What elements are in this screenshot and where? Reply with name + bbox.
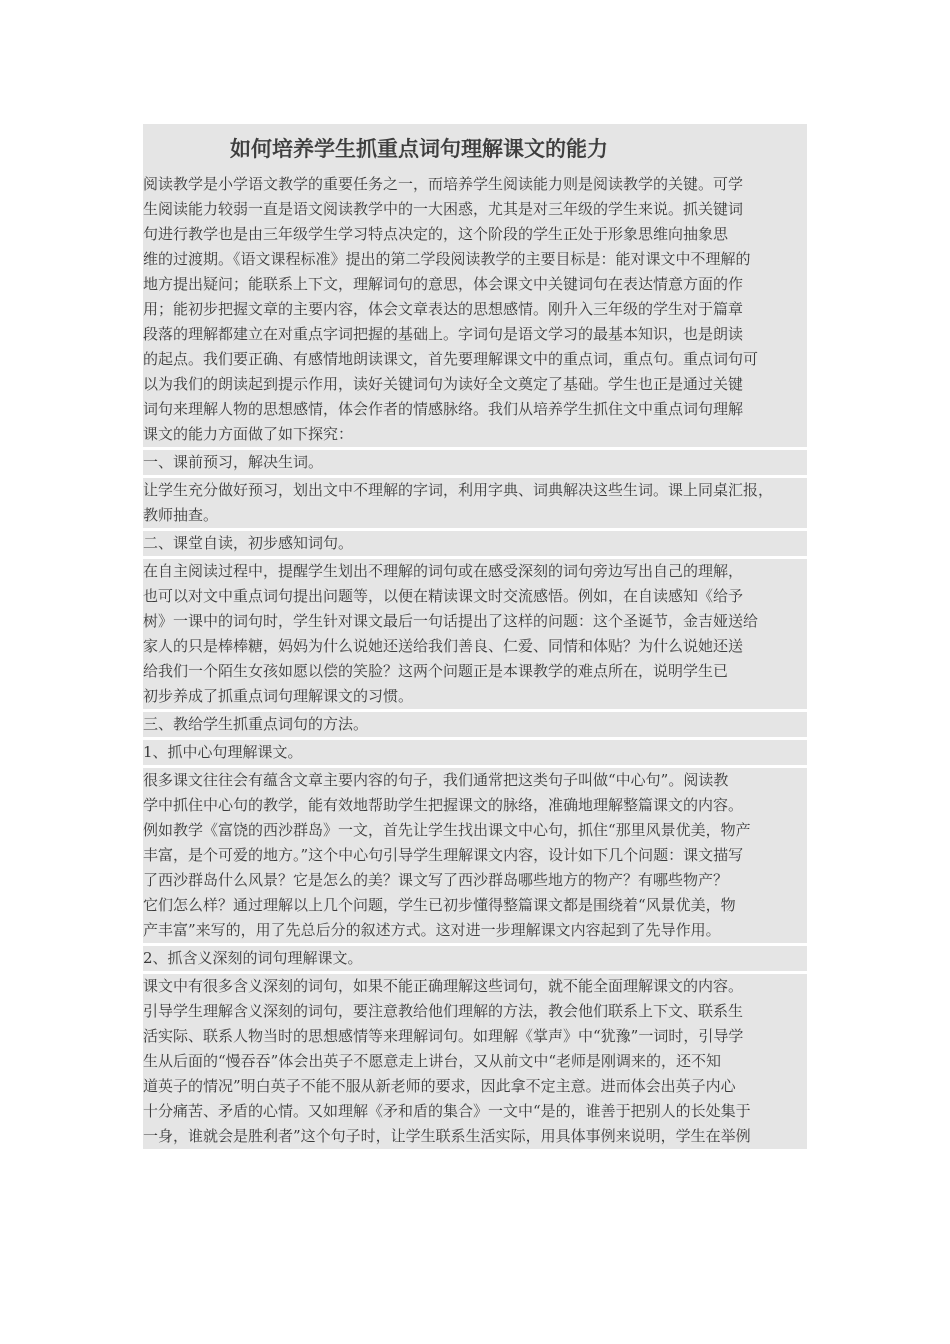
paragraph [143, 974, 807, 1149]
paragraph [143, 450, 807, 475]
text-line: 一身，谁就会是胜利者”这个句子时，让学生联系生活实际，用具体事例来说明，学生在举例 [143, 1127, 751, 1145]
text-line: 用；能初步把握文章的主要内容，体会文章表达的思想感情。刚升入三年级的学生对于篇章 [143, 300, 744, 318]
paragraph [143, 740, 807, 765]
paragraph [143, 712, 807, 737]
text-line: 1、抓中心句理解课文。 [143, 743, 303, 761]
text-line: 的起点。我们要正确、有感情地朗读课文，首先要理解课文中的重点词，重点句。重点词句可 [143, 350, 759, 368]
text-line: 一、课前预习，解决生词。 [143, 453, 324, 471]
text-line: 初步养成了抓重点词句理解课文的习惯。 [143, 687, 414, 705]
paragraph [143, 768, 807, 943]
text-line: 活实际、联系人物当时的思想感情等来理解词句。如理解《掌声》中“犹豫”一词时，引导学 [143, 1027, 744, 1045]
text-line: 段落的理解都建立在对重点字词把握的基础上。字词句是语文学习的最基本知识，也是朗读 [143, 325, 744, 343]
paragraph [143, 946, 807, 971]
paragraph [143, 172, 807, 447]
text-line: 以为我们的朗读起到提示作用，读好关键词句为读好全文奠定了基础。学生也正是通过关键 [143, 375, 744, 393]
text-line: 树》一课中的词句时，学生针对课文最后一句话提出了这样的问题：这个圣诞节，金吉娅送给 [143, 612, 759, 630]
text-line: 也可以对文中重点词句提出问题等，以便在精读课文时交流感悟。例如，在自读感知《给予 [143, 587, 744, 605]
document-title: 如何培养学生抓重点词句理解课文的能力 [143, 124, 807, 172]
text-line: 教师抽查。 [143, 506, 219, 524]
text-line: 课文的能力方面做了如下探究： [143, 425, 354, 443]
text-line: 了西沙群岛什么风景？它是怎么的美？课文写了西沙群岛哪些地方的物产？有哪些物产？ [143, 871, 729, 889]
text-line: 阅读教学是小学语文教学的重要任务之一，而培养学生阅读能力则是阅读教学的关键。可学 [143, 175, 744, 193]
text-line: 家人的只是棒棒糖，妈妈为什么说她还送给我们善良、仁爱、同情和体贴？为什么说她还送 [143, 637, 744, 655]
paragraph [143, 531, 807, 556]
text-line: 学中抓住中心句的教学，能有效地帮助学生把握课文的脉络，准确地理解整篇课文的内容。 [143, 796, 744, 814]
text-line: 给我们一个陌生女孩如愿以偿的笑脸？这两个问题正是本课教学的难点所在，说明学生已 [143, 662, 729, 680]
text-line: 产丰富”来写的，用了先总后分的叙述方式。这对进一步理解课文内容起到了先导作用。 [143, 921, 721, 939]
text-line: 很多课文往往会有蕴含文章主要内容的句子，我们通常把这类句子叫做“中心句”。阅读教 [143, 771, 729, 789]
paragraph [143, 559, 807, 709]
document-content [143, 124, 807, 1152]
text-line: 道英子的情况”明白英子不能不服从新老师的要求，因此拿不定主意。进而体会出英子内心 [143, 1077, 736, 1095]
text-line: 让学生充分做好预习，划出文中不理解的字词，利用字典、词典解决这些生词。课上同桌汇报， [143, 481, 774, 499]
paragraph-list [143, 172, 807, 1149]
text-line: 丰富，是个可爱的地方。”这个中心句引导学生理解课文内容，设计如下几个问题：课文描写 [143, 846, 744, 864]
text-line: 词句来理解人物的思想感情，体会作者的情感脉络。我们从培养学生抓住文中重点词句理解 [143, 400, 744, 418]
text-line: 十分痛苦、矛盾的心情。又如理解《矛和盾的集合》一文中“是的，谁善于把别人的长处集于 [143, 1102, 751, 1120]
text-line: 句进行教学也是由三年级学生学习特点决定的，这个阶段的学生正处于形象思维向抽象思 [143, 225, 729, 243]
text-line: 课文中有很多含义深刻的词句，如果不能正确理解这些词句，就不能全面理解课文的内容。 [143, 977, 744, 995]
text-line: 生从后面的“慢吞吞”体会出英子不愿意走上讲台，又从前文中“老师是刚调来的，还不知 [143, 1052, 722, 1070]
paragraph [143, 478, 807, 528]
text-line: 维的过渡期。《语文课程标准》提出的第二学段阅读教学的主要目标是：能对课文中不理解的 [143, 250, 751, 268]
text-line: 引导学生理解含义深刻的词句，要注意教给他们理解的方法，教会他们联系上下文、联系生 [143, 1002, 744, 1020]
text-line: 生阅读能力较弱一直是语文阅读教学中的一大困惑，尤其是对三年级的学生来说。抓关键词 [143, 200, 744, 218]
text-line: 例如教学《富饶的西沙群岛》一文，首先让学生找出课文中心句，抓住“那里风景优美，物产 [143, 821, 751, 839]
text-line: 2、抓含义深刻的词句理解课文。 [143, 949, 363, 967]
text-line: 三、教给学生抓重点词句的方法。 [143, 715, 369, 733]
text-line: 地方提出疑问；能联系上下文，理解词句的意思，体会课文中关键词句在表达情意方面的作 [143, 275, 744, 293]
text-line: 二、课堂自读，初步感知词句。 [143, 534, 354, 552]
text-line: 在自主阅读过程中，提醒学生划出不理解的词句或在感受深刻的词句旁边写出自己的理解， [143, 562, 744, 580]
text-line: 它们怎么样？通过理解以上几个问题，学生已初步懂得整篇课文都是围绕着“风景优美，物 [143, 896, 736, 914]
